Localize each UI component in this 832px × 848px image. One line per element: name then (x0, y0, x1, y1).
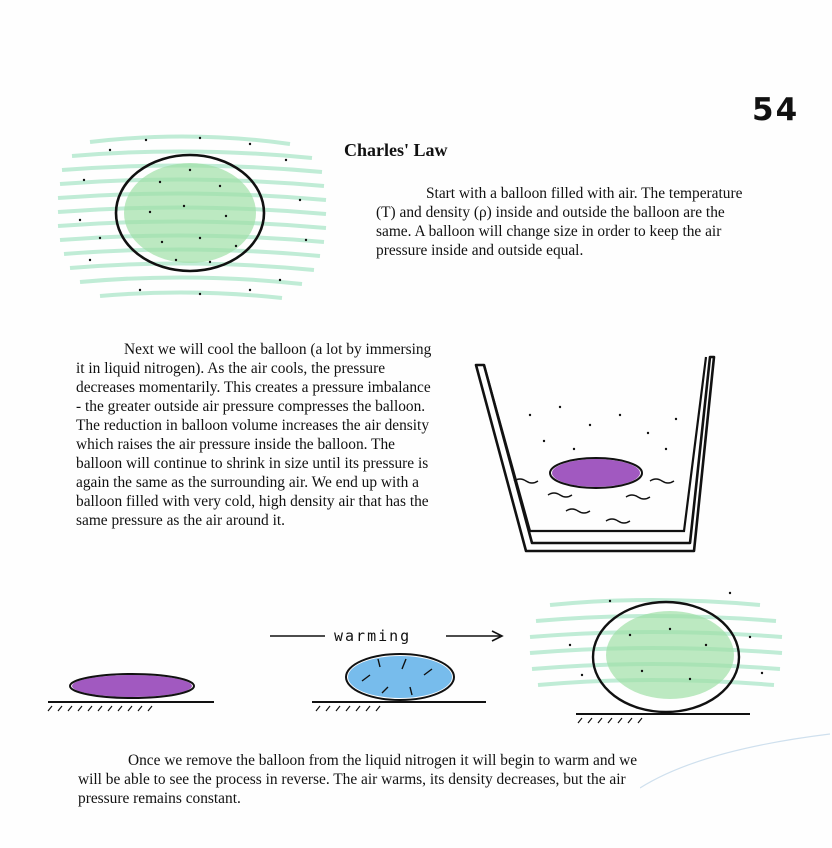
paper-edge-line (640, 730, 830, 790)
cooling-paragraph: Next we will cool the balloon (a lot by immersing it in liquid nitrogen). As the air cools, the pressure decreases momentarily. This creates a pressure imbalance - the greater outside air pressure compresses the balloon. The reduction in balloon volume increases the air density which raises the air pressure inside the balloon. The balloon will continue to shrink in size until its pressure is again the same as the surrounding air. We end up with a balloon filled with very cold, high density air that has the same pressure as the air around it. (76, 341, 432, 529)
page-number: 54 (752, 92, 800, 128)
intro-paragraph: Start with a balloon filled with air. The temperature (T) and density (ρ) inside and outside the balloon are the same. A balloon will change size in order to keep the air pressure inside and outside equal. (376, 185, 743, 259)
beaker-outline (476, 357, 714, 551)
beaker-inner-wall (484, 357, 706, 531)
warming-sequence-figure (30, 575, 810, 735)
warming-label: warming (334, 627, 412, 645)
cold-balloon-on-ground (48, 674, 214, 711)
room-temperature-balloon-figure (50, 120, 330, 310)
liquid-nitrogen-beaker-figure (470, 345, 730, 555)
warming-balloon-on-ground (312, 654, 486, 711)
page-title: Charles' Law (344, 140, 448, 160)
cold-balloon-shading (552, 459, 640, 487)
inside-air-shading (124, 163, 256, 263)
warmed-balloon-on-ground (530, 592, 782, 723)
warming-paragraph: Once we remove the balloon from the liquid nitrogen it will begin to warm and we will be able to see the process in reverse. The air warms, its density decreases, but the air pressure remains constant. (78, 752, 638, 807)
nitrogen-vapor-dots (529, 406, 677, 450)
